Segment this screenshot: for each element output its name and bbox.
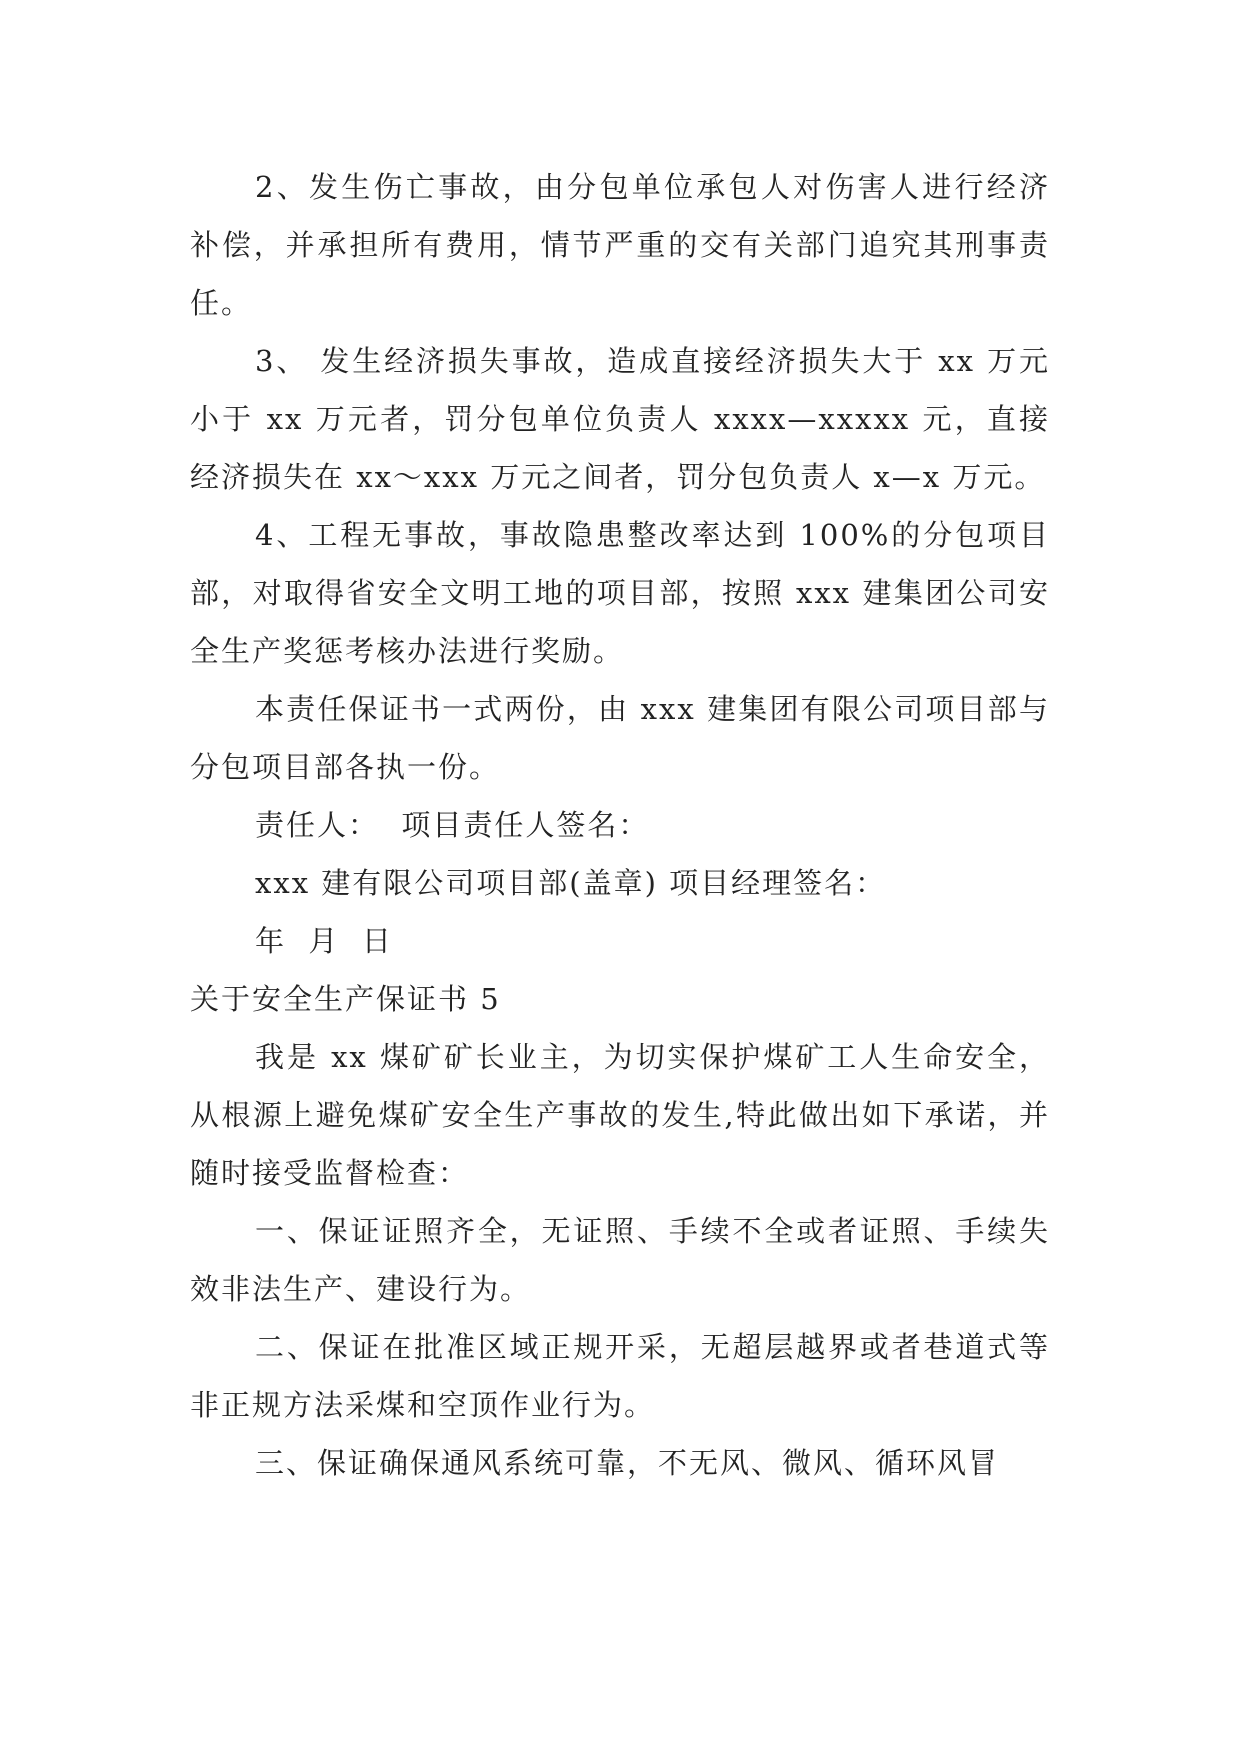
- paragraph-copies: 本责任保证书一式两份，由 xxx 建集团有限公司项目部与分包项目部各执一份。: [190, 692, 1050, 784]
- signature-responsible: 责任人： 项目责任人签名：: [255, 808, 650, 842]
- section-intro-paragraph: 我是 xx 煤矿矿长业主，为切实保护煤矿工人生命安全，从根源上避免煤矿安全生产事故的发生,特此做出如下承诺，并随时接受监督检查：: [190, 1040, 1050, 1190]
- signature-date: 年 月 日: [255, 924, 393, 958]
- commitment-item-2: 二、保证在批准区域正规开采，无超层越界或者巷道式等非正规方法采煤和空顶作业行为。: [190, 1330, 1050, 1422]
- commitment-item-1: 一、保证证照齐全，无证照、手续不全或者证照、手续失效非法生产、建设行为。: [190, 1214, 1050, 1306]
- paragraph-item-2: 2、发生伤亡事故，由分包单位承包人对伤害人进行经济补偿，并承担所有费用，情节严重的交有关部门追究其刑事责任。: [190, 170, 1050, 320]
- signature-company-seal: xxx 建有限公司项目部(盖章) 项目经理签名：: [255, 866, 887, 900]
- commitment-item-3: 三、保证确保通风系统可靠，不无风、微风、循环风冒: [255, 1446, 1000, 1480]
- section-title: 关于安全生产保证书 5: [190, 982, 501, 1016]
- paragraph-item-3: 3、 发生经济损失事故，造成直接经济损失大于 xx 万元小于 xx 万元者，罚分包单位负责人 xxxx—xxxxx 元，直接经济损失在 xx～xxx 万元之间者，罚分包负责人 x—x 万元。: [190, 344, 1050, 494]
- document-body: [190, 158, 1050, 1492]
- paragraph-item-4: 4、工程无事故，事故隐患整改率达到 100%的分包项目部，对取得省安全文明工地的项目部，按照 xxx 建集团公司安全生产奖惩考核办法进行奖励。: [190, 518, 1050, 668]
